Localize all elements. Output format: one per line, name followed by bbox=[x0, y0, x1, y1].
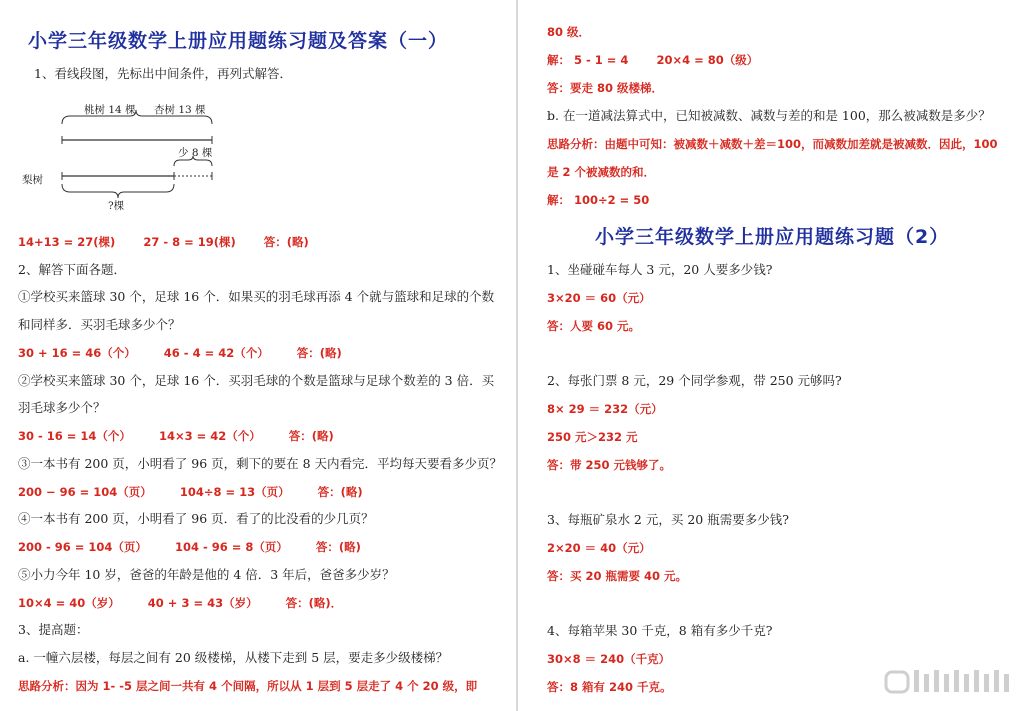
q2-3-answer-c: 答：(略) bbox=[317, 485, 363, 499]
p4-text: 4、每箱苹果 30 千克，8 箱有多少千克? bbox=[547, 623, 773, 638]
q2-5-answer-a: 10×4 = 40（岁） bbox=[18, 596, 120, 610]
q2-4-answer-a: 200 - 96 = 104（页） bbox=[18, 540, 147, 554]
p2-calc-2: 250 元＞232 元 bbox=[547, 430, 638, 444]
q2-2-text-1: ②学校买来篮球 30 个，足球 16 个．买羽毛球的个数是篮球与足球个数差的 3 倍．买 bbox=[18, 373, 495, 388]
q2-2-answer bbox=[18, 428, 334, 444]
pear-label: 梨树 bbox=[22, 174, 43, 186]
q2-3-answer bbox=[18, 484, 363, 500]
p3-text: 3、每瓶矿泉水 2 元，买 20 瓶需要多少钱? bbox=[547, 512, 789, 527]
q3-a-solution-b: 20×4 = 80（级） bbox=[656, 53, 759, 67]
q2-4-answer-b: 104 - 96 = 8（页） bbox=[174, 540, 288, 554]
q3-heading: 3、提高题： bbox=[18, 622, 89, 637]
q3-a-text: a. 一幢六层楼，每层之间有 20 级楼梯，从楼下走到 5 层，要走多少级楼梯？ bbox=[18, 650, 449, 665]
peach-label: 桃树 14 棵 bbox=[84, 104, 136, 116]
q2-1-text-2: 和同样多．买羽毛球多少个？ bbox=[18, 317, 181, 332]
q1-answer-a: 14+13 = 27(棵) bbox=[18, 235, 116, 249]
page-title-left: 小学三年级数学上册应用题练习题及答案（一） bbox=[28, 30, 449, 52]
q3-b-text: b. 在一道减法算式中，已知被减数、减数与差的和是 100，那么被减数是多少？ bbox=[547, 108, 991, 123]
q2-1-answer-c: 答：(略) bbox=[296, 346, 342, 360]
watermark-icon bbox=[884, 664, 1024, 698]
q2-2-text-2: 羽毛球多少个？ bbox=[18, 400, 106, 415]
p1-calc: 3×20 ＝ 60（元） bbox=[547, 291, 651, 305]
p3-calc: 2×20 ＝ 40（元） bbox=[547, 541, 651, 555]
q1-answer bbox=[18, 234, 309, 250]
q3-b-analysis-2: 是 2 个被减数的和． bbox=[547, 165, 656, 179]
q1-answer-b: 27 - 8 = 19(棵) bbox=[143, 235, 236, 249]
q3-a-solution bbox=[547, 52, 758, 68]
q2-5-text: ⑤小力今年 10 岁，爸爸的年龄是他的 4 倍．3 年后，爸爸多少岁？ bbox=[18, 567, 395, 582]
q2-1-answer-a: 30 + 16 = 46（个） bbox=[18, 346, 136, 360]
watermark-logo bbox=[884, 664, 1024, 698]
q2-3-answer-a: 200 − 96 = 104（页） bbox=[18, 485, 152, 499]
p2-answer: 答：带 250 元钱够了。 bbox=[547, 458, 672, 472]
q3-b-analysis-1: 思路分析：由题中可知：被减数＋减数＋差＝100，而减数加差就是被减数．因此，100 bbox=[547, 137, 998, 151]
p3-answer: 答：买 20 瓶需要 40 元。 bbox=[547, 569, 688, 583]
q2-3-text: ③一本书有 200 页，小明看了 96 页，剩下的要在 8 天内看完．平均每天要看多少页？ bbox=[18, 456, 503, 471]
p2-calc-1: 8× 29 ＝ 232（元） bbox=[547, 402, 663, 416]
q2-2-answer-a: 30 - 16 = 14（个） bbox=[18, 429, 131, 443]
q3-a-continuation: 80 级． bbox=[547, 25, 591, 39]
q2-1-text-1: ①学校买来篮球 30 个，足球 16 个．如果买的羽毛球再添 4 个就与篮球和足球的个数 bbox=[18, 289, 495, 304]
q2-5-answer-b: 40 + 3 = 43（岁） bbox=[147, 596, 258, 610]
left-page bbox=[0, 0, 516, 711]
p2-text: 2、每张门票 8 元，29 个同学参观，带 250 元够吗? bbox=[547, 373, 842, 388]
p4-answer: 答：8 箱有 240 千克。 bbox=[547, 680, 672, 694]
page-divider bbox=[516, 0, 518, 711]
line-segment-diagram bbox=[22, 96, 222, 212]
q1-answer-c: 答：(略) bbox=[263, 235, 309, 249]
q3-a-solution-a: 解： 5 - 1 = 4 bbox=[547, 53, 629, 67]
q1-heading: 1、看线段图，先标出中间条件，再列式解答． bbox=[34, 66, 292, 81]
q3-a-analysis: 思路分析：因为 1- -5 层之间一共有 4 个间隔，所以从 1 层到 5 层走了 4 个 20 级，即 bbox=[18, 679, 478, 693]
q3-a-answer: 答：要走 80 级楼梯． bbox=[547, 81, 664, 95]
unknown-label: ?棵 bbox=[108, 200, 125, 212]
p1-text: 1、坐碰碰车每人 3 元，20 人要多少钱? bbox=[547, 262, 773, 277]
q2-heading: 2、解答下面各题． bbox=[18, 262, 126, 277]
q2-4-answer bbox=[18, 539, 361, 555]
q2-4-answer-c: 答：(略) bbox=[315, 540, 361, 554]
q2-1-answer-b: 46 - 4 = 42（个） bbox=[163, 346, 269, 360]
apricot-label: 杏树 13 棵 bbox=[154, 104, 206, 116]
q3-b-solution: 解： 100÷2 = 50 bbox=[547, 193, 650, 207]
q2-2-answer-c: 答：(略) bbox=[288, 429, 334, 443]
p4-calc: 30×8 ＝ 240（千克） bbox=[547, 652, 671, 666]
q2-5-answer bbox=[18, 595, 342, 611]
q2-1-answer bbox=[18, 345, 342, 361]
q2-2-answer-b: 14×3 = 42（个） bbox=[158, 429, 261, 443]
p1-answer: 答：人要 60 元。 bbox=[547, 319, 641, 333]
q2-5-answer-c: 答：(略)． bbox=[285, 596, 343, 610]
q2-3-answer-b: 104÷8 = 13（页） bbox=[179, 485, 290, 499]
bottom-brace bbox=[62, 184, 174, 198]
less-label: 少 8 棵 bbox=[178, 147, 213, 159]
q2-4-text: ④一本书有 200 页，小明看了 96 页．看了的比没看的少几页？ bbox=[18, 511, 374, 526]
page-title-right: 小学三年级数学上册应用题练习题（2） bbox=[595, 226, 950, 248]
right-page bbox=[519, 0, 1035, 711]
